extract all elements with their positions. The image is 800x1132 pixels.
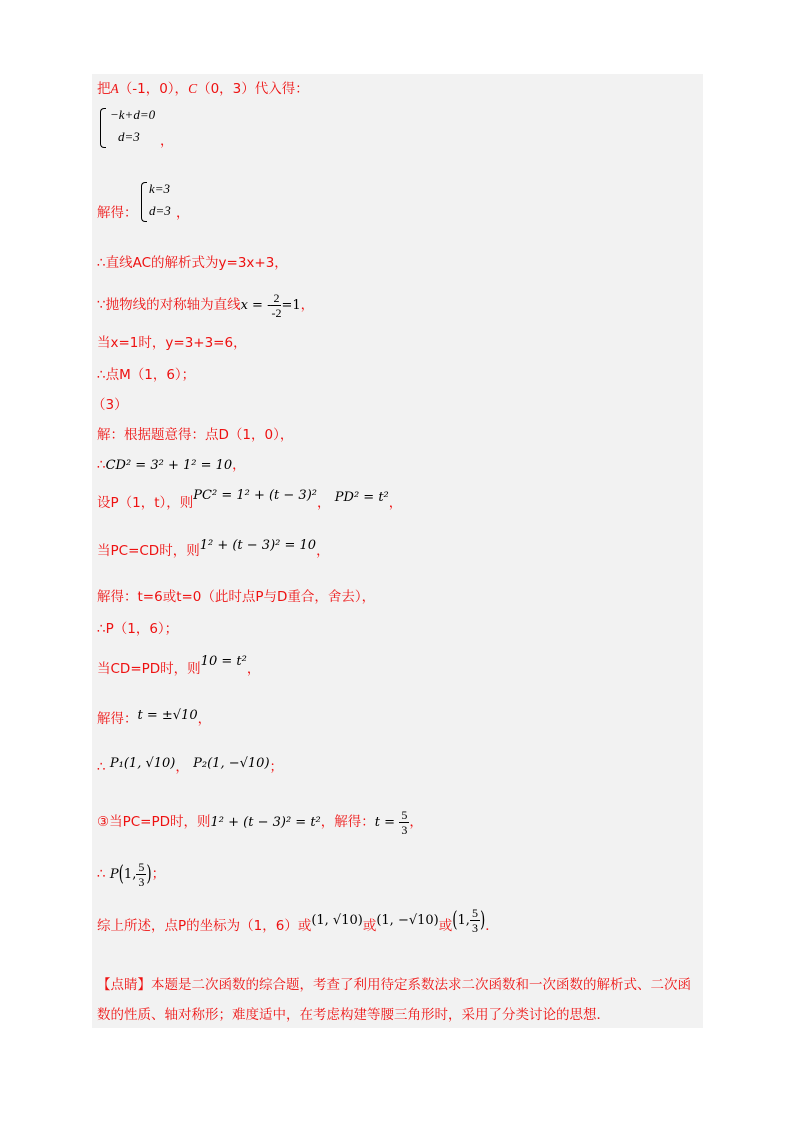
point-m-line: ∴点M（1，6）；	[97, 367, 196, 383]
solve-t-root-line	[97, 710, 211, 729]
denominator: 3	[401, 822, 408, 837]
text-prefix: 综上所述，点P的坐标为（1，6）或	[97, 918, 312, 934]
summary-line	[97, 905, 499, 945]
solution-t-line: 解得：t=6或t=0（此时点P与D重合，舍去），	[97, 589, 376, 605]
text-prefix: 当CD=PD时，则	[97, 661, 201, 677]
close-paren: )	[146, 861, 152, 887]
text-mid: ，解得：	[320, 814, 375, 830]
therefore-symbol: ∴	[97, 866, 106, 882]
punctuation: ，	[316, 543, 330, 559]
part-3-heading: （3）	[92, 397, 128, 413]
punctuation: ，	[317, 495, 331, 511]
points-p1-p2-line	[97, 758, 283, 777]
denominator: 3	[471, 920, 478, 935]
math-expression: P₁(1, √10)	[109, 756, 176, 771]
point-p-fraction-line	[97, 856, 165, 893]
point-a-label: A	[110, 81, 119, 96]
evaluate-line: 当x=1时，y=3+3=6，	[97, 335, 247, 351]
math-expression: CD² = 3² + 1² = 10	[105, 458, 233, 473]
text-prefix: 把	[97, 81, 111, 97]
punctuation: ，	[197, 711, 212, 727]
punctuation: ，	[176, 205, 190, 221]
line-ac-equation: ∴直线AC的解析式为y=3x+3，	[97, 255, 288, 271]
text-prefix: 设P（1，t），则	[97, 495, 194, 511]
text-prefix: 当PC=CD时，则	[97, 543, 200, 559]
numerator: 5	[401, 807, 408, 822]
equation-row: d=3	[118, 129, 140, 144]
denominator: -2	[271, 305, 282, 320]
punctuation: ，	[300, 297, 315, 313]
or-word: 或	[362, 918, 377, 934]
numerator: 5	[471, 905, 478, 920]
math-expression: 1² + (t − 3)² = t²	[210, 815, 321, 830]
fraction	[271, 291, 281, 320]
math-expression: (1, −√10)	[376, 913, 439, 928]
fraction	[136, 860, 146, 889]
point-a-coord: （-1，0），	[118, 81, 189, 97]
axis-of-symmetry-line	[97, 290, 314, 321]
math-t: t =	[374, 815, 396, 830]
equation-system-1	[110, 104, 155, 148]
punctuation: ；	[151, 866, 166, 882]
solve-label: 解得：	[97, 205, 138, 221]
point-p-line: ∴P（1，6）；	[97, 621, 179, 637]
point-c-coord: （0，3）代入得：	[197, 81, 309, 97]
punctuation: ，	[175, 759, 189, 775]
punctuation: ，	[388, 495, 403, 511]
open-paren: (	[452, 907, 458, 933]
key-point-note: 【点睛】本题是二次函数的综合题，考查了利用待定系数法求二次函数和一次函数的解析式、二次函数的性质、轴对称形；难度适中，在考虑构建等腰三角形时，采用了分类讨论的思想．	[97, 977, 691, 1023]
math-eq: =1	[281, 298, 301, 313]
numerator: 2	[273, 290, 280, 305]
close-paren: )	[479, 907, 486, 933]
punctuation: ．	[485, 918, 499, 934]
punctuation: ，	[409, 814, 423, 830]
therefore-symbol: ∴	[97, 457, 106, 473]
open-paren: (	[118, 861, 124, 887]
math-expression: PD² = t²	[334, 490, 389, 505]
cd-squared-line	[97, 456, 246, 475]
point-c-label: C	[188, 81, 198, 96]
equation-row: k=3	[149, 181, 171, 196]
fraction	[399, 808, 409, 837]
case-pc-cd-line	[97, 538, 330, 561]
therefore-symbol: ∴	[97, 759, 106, 775]
or-word: 或	[438, 918, 453, 934]
case-pc-pd-line	[97, 806, 423, 839]
math-expression: t = ±√10	[137, 708, 198, 723]
punctuation: ，	[246, 661, 261, 677]
denominator: 3	[138, 874, 145, 889]
math-expression: PC² = 1² + (t − 3)²	[193, 488, 317, 503]
substitution-line	[97, 80, 309, 98]
math-p: P	[109, 867, 119, 882]
math-x: x = -	[240, 298, 272, 313]
system-brace-2	[141, 182, 147, 222]
point-d-line: 解：根据题意得：点D（1，0），	[97, 427, 294, 443]
punctuation: ；	[269, 759, 284, 775]
text-prefix: ③当PC=PD时，则	[97, 814, 211, 830]
text-prefix: 解得：	[97, 711, 138, 727]
equation-row: d=3	[149, 203, 171, 218]
math-expression: 1² + (t − 3)² = 10	[199, 538, 317, 553]
numerator: 5	[138, 859, 145, 874]
case-cd-pd-line	[97, 654, 261, 679]
math-expression: (1, √10)	[311, 913, 363, 928]
math-expression: P₂(1, −√10)	[193, 756, 270, 771]
math-expression: 1,	[457, 913, 470, 928]
punctuation: ，	[160, 133, 174, 149]
text-prefix: ∵抛物线的对称轴为直线	[97, 297, 241, 313]
equation-row: −k+d=0	[110, 107, 156, 122]
set-p-line	[97, 488, 403, 513]
punctuation: ，	[232, 457, 246, 473]
system-brace-1	[100, 108, 106, 148]
math-expression: 10 = t²	[200, 654, 247, 669]
fraction	[470, 906, 480, 935]
equation-system-2	[149, 178, 171, 222]
math-expression: 1,	[123, 867, 137, 882]
